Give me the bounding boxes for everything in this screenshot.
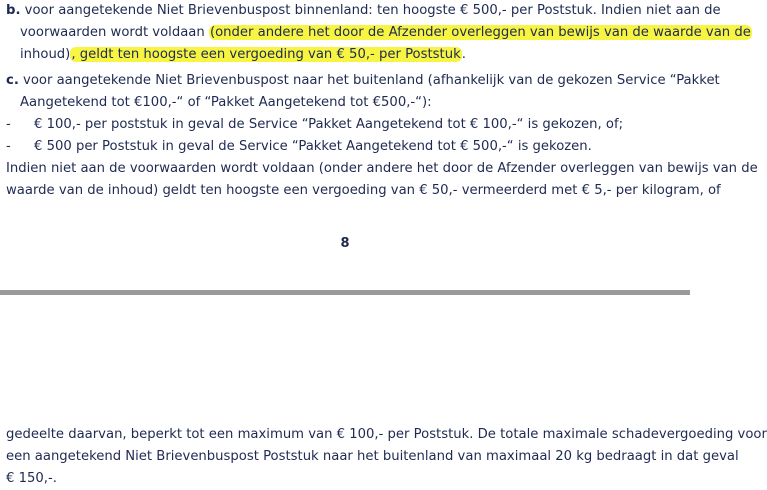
- item-b-line-2: [20, 22, 752, 44]
- item-b-marker: b.: [6, 3, 21, 18]
- bullet-1-text: € 100,- per poststuk in geval de Service “Pakket Aangetekend tot € 100,-“ is gekozen, of;: [34, 117, 624, 132]
- highlight-2: , geldt ten hoogste een vergoeding van € 50,- per Poststuk: [71, 47, 461, 62]
- bullet-2-text: € 500 per Poststuk in geval de Service “Pakket Aangetekend tot € 500,-“ is gekozen.: [34, 139, 592, 154]
- item-b-text-1: voor aangetekende Niet Brievenbuspost binnenland: ten hoogste € 500,- per Poststuk. Indien niet aan de: [24, 3, 721, 18]
- item-b-text-3a: inhoud): [20, 47, 71, 62]
- page-divider: [0, 290, 690, 295]
- item-c-text-1: voor aangetekende Niet Brievenbuspost naar het buitenland (afhankelijk van de gekozen Service “Pakket: [23, 73, 720, 88]
- paragraph-line-1: Indien niet aan de voorwaarden wordt voldaan (onder andere het door de Afzender overleggen van bewijs van de: [6, 161, 758, 176]
- paragraph-line-2: waarde van de inhoud) geldt ten hoogste een vergoeding van € 50,- vermeerderd met € 5,- per kilogram, of: [6, 183, 721, 198]
- item-c-marker: c.: [6, 73, 19, 88]
- item-b-text-2: voorwaarden wordt voldaan: [20, 25, 209, 40]
- bullet-1-dash: -: [6, 117, 11, 132]
- item-c-text-2: Aangetekend tot €100,-“ of “Pakket Aangetekend tot €500,-“):: [20, 95, 432, 110]
- item-b-line-1: [6, 0, 721, 22]
- bottom-line-1: gedeelte daarvan, beperkt tot een maximum van € 100,- per Poststuk. De totale maximale schadevergoeding voor: [6, 427, 767, 442]
- item-c-line-2: [20, 92, 432, 114]
- item-b-line-3: [20, 44, 466, 66]
- page-number: 8: [340, 236, 350, 251]
- item-c-line-1: [6, 70, 720, 92]
- item-b-text-3b: .: [461, 47, 466, 62]
- bottom-line-2: een aangetekend Niet Brievenbuspost Poststuk naar het buitenland van maximaal 20 kg bedraagt in dat geval: [6, 449, 739, 464]
- bullet-2-dash: -: [6, 139, 11, 154]
- bottom-line-3: € 150,-.: [6, 471, 57, 486]
- highlight-1: (onder andere het door de Afzender overleggen van bewijs van de waarde van de: [209, 25, 751, 40]
